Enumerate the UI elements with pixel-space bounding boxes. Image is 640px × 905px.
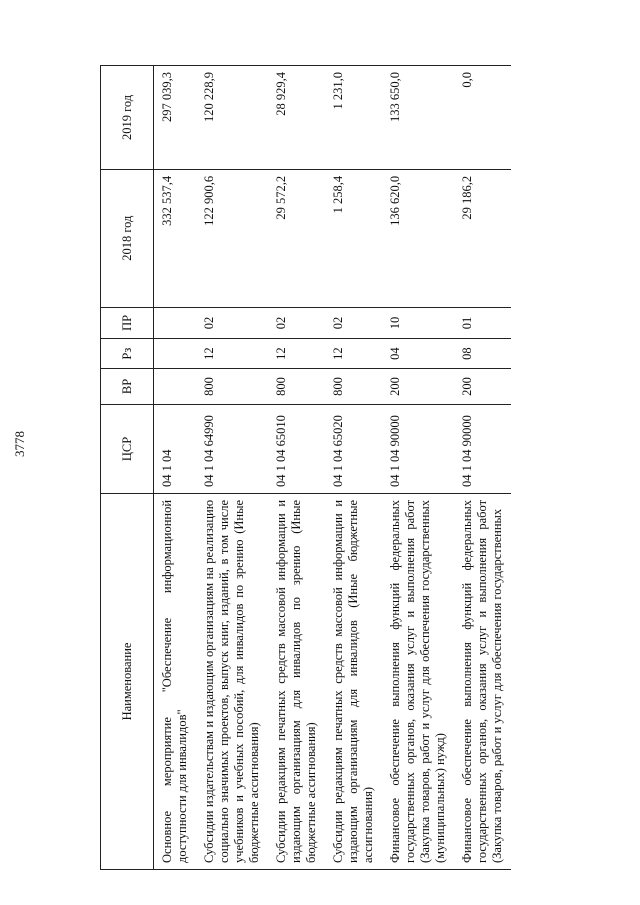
row-pr: 02 [325, 307, 382, 339]
table-header [101, 66, 154, 870]
row-2018: 29 572,2 [268, 169, 325, 307]
row-csr: 04 1 04 90000 [382, 404, 454, 493]
header-2019: 2019 год [101, 66, 154, 170]
row-csr: 04 1 04 65010 [268, 404, 325, 493]
table-row [382, 66, 454, 870]
row-rz: 12 [268, 339, 325, 369]
row-2018: 29 186,2 [454, 169, 511, 307]
row-pr: 01 [454, 307, 511, 339]
page-number: 3778 [12, 431, 27, 457]
row-csr: 04 1 04 [154, 404, 197, 493]
row-pr: 10 [382, 307, 454, 339]
row-vr: 200 [454, 368, 511, 404]
row-vr: 800 [196, 368, 268, 404]
row-name: Субсидии издательствам и издающим организациям на реализацию социально значимых проектов, выпуск книг, изданий, в том числе учебников и учебных пособий, для инвалидов по зрению (Иные бюджетные ассигнования) [196, 493, 268, 869]
row-name: Субсидии редакциям печатных средств массовой информации и издающим организациям для инвалидов (Иные бюджетные ассигнования) [325, 493, 382, 869]
budget-table [100, 65, 511, 870]
row-pr: 02 [196, 307, 268, 339]
row-vr: 800 [268, 368, 325, 404]
row-rz: 04 [382, 339, 454, 369]
row-csr: 04 1 04 64990 [196, 404, 268, 493]
row-pr: 02 [268, 307, 325, 339]
row-rz: 12 [325, 339, 382, 369]
row-2018: 136 620,0 [382, 169, 454, 307]
row-2019: 0,0 [454, 66, 511, 170]
row-csr: 04 1 04 90000 [454, 404, 511, 493]
row-name: Финансовое обеспечение выполнения функций федеральных государственных органов, оказания услуг и выполнения работ (Закупка товаров, работ и услуг для обеспечения государственных (муниципальных) нужд) [382, 493, 454, 869]
row-name: Основное мероприятие "Обеспечение информационной доступности для инвалидов" [154, 493, 197, 869]
row-2019: 297 039,3 [154, 66, 197, 170]
header-csr: ЦСР [101, 404, 154, 493]
header-pr: ПР [101, 307, 154, 339]
row-rz: 12 [196, 339, 268, 369]
row-rz [154, 339, 197, 369]
header-rz: Рз [101, 339, 154, 369]
row-vr: 800 [325, 368, 382, 404]
header-vr: ВР [101, 368, 154, 404]
table-row [154, 66, 197, 870]
row-rz: 08 [454, 339, 511, 369]
row-vr: 200 [382, 368, 454, 404]
table-row [268, 66, 325, 870]
row-2019: 120 228,9 [196, 66, 268, 170]
table-row [325, 66, 382, 870]
row-csr: 04 1 04 65020 [325, 404, 382, 493]
table-body [154, 66, 512, 870]
header-name: Наименование [101, 493, 154, 869]
row-2018: 1 258,4 [325, 169, 382, 307]
row-2018: 122 900,6 [196, 169, 268, 307]
row-2019: 133 650,0 [382, 66, 454, 170]
row-2018: 332 537,4 [154, 169, 197, 307]
header-2018: 2018 год [101, 169, 154, 307]
row-2019: 1 231,0 [325, 66, 382, 170]
table-row [196, 66, 268, 870]
row-name: Субсидии редакциям печатных средств массовой информации и издающим организациям для инвалидов по зрению (Иные бюджетные ассигнования) [268, 493, 325, 869]
row-pr [154, 307, 197, 339]
row-2019: 28 929,4 [268, 66, 325, 170]
row-vr [154, 368, 197, 404]
rotated-table-sheet [100, 65, 615, 870]
header-row [101, 66, 154, 870]
table-row [454, 66, 511, 870]
row-name: Финансовое обеспечение выполнения функций федеральных государственных органов, оказания услуг и выполнения работ (Закупка товаров, работ и услуг для обеспечения государственных [454, 493, 511, 869]
